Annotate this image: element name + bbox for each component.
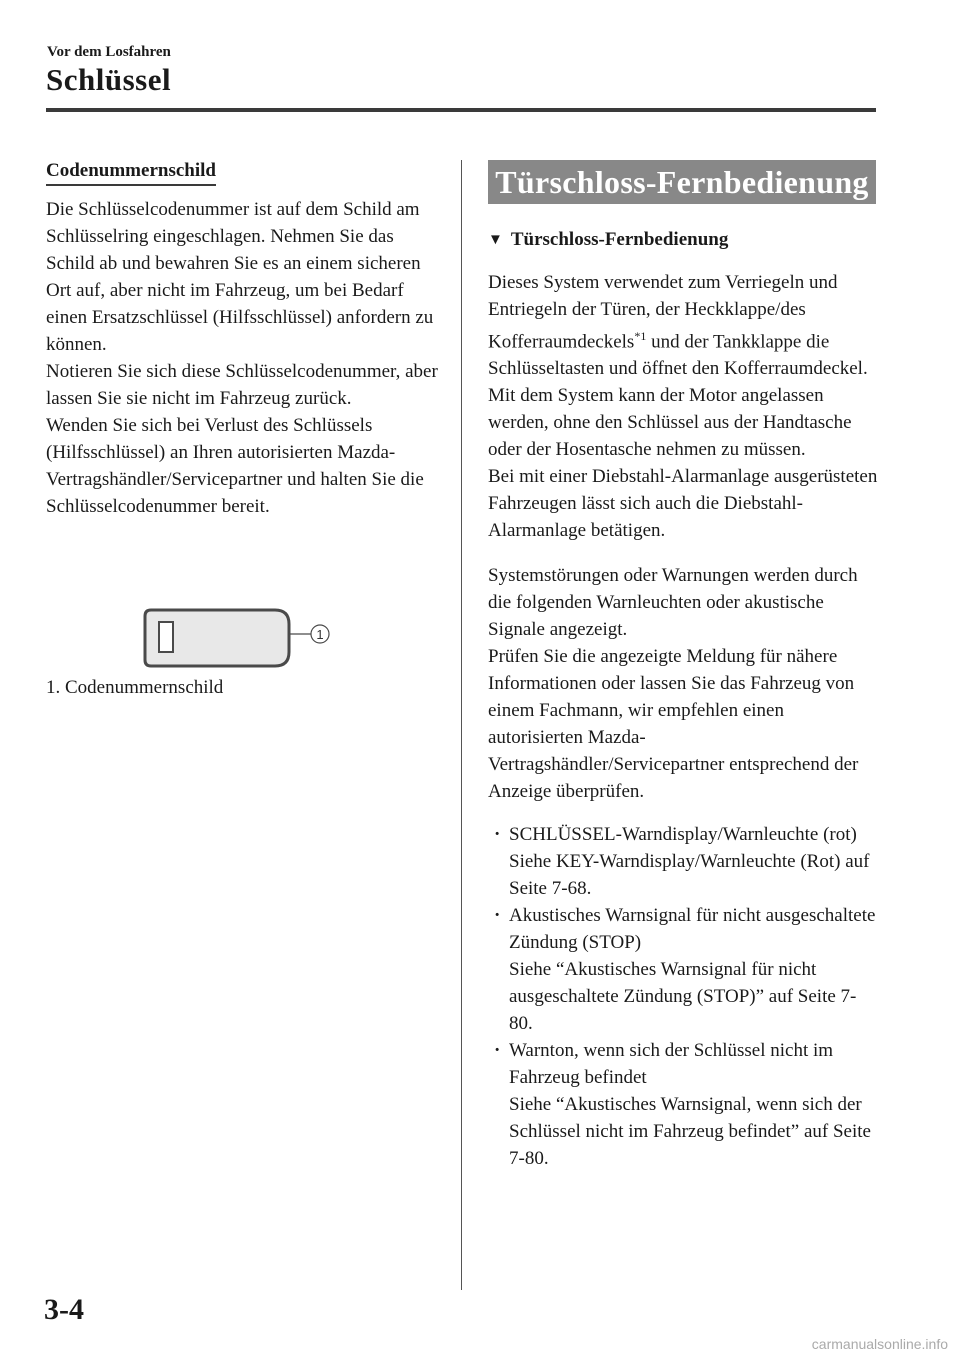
footnote-marker: *1 (634, 329, 647, 343)
key-ring-hole (159, 622, 173, 652)
callout-number: 1 (316, 627, 324, 642)
bullet-icon: · (494, 1040, 501, 1062)
warning-paragraph (488, 562, 878, 805)
header-divider (46, 108, 876, 112)
page-number: 3-4 (44, 1293, 84, 1326)
bullet-icon: · (494, 905, 501, 927)
list-item (488, 821, 878, 902)
column-divider (461, 160, 462, 1290)
code-plate-illustration (143, 606, 343, 670)
list-item-title: Warnton, wenn sich der Schlüssel nicht im Fahrzeug befindet (509, 1040, 834, 1089)
figure-caption: 1. Codenummernschild (46, 677, 224, 698)
paragraph: Die Schlüsselcodenummer ist auf dem Schild am Schlüsselring eingeschlagen. Nehmen Sie das Schild ab und bewahren Sie es an einem sicheren Ort auf, aber nicht im Fahrzeug, um bei Bedarf einen Ersatzschlüssel (Hilfsschlüssel) anfordern zu können. (46, 199, 434, 355)
paragraph: Notieren Sie sich diese Schlüsselcodenummer, aber lassen Sie sie nicht im Fahrzeug zurück. (46, 361, 438, 409)
right-column (488, 160, 878, 1172)
section-heading-text: Türschloss-Fernbedienung (510, 229, 729, 250)
code-plate-heading: Codenummernschild (46, 160, 216, 186)
intro-line: Bei mit einer Diebstahl-Alarmanlage ausgerüsteten Fahrzeugen lässt sich auch die Diebstahl-Alarmanlage betätigen. (488, 466, 878, 542)
intro-paragraph (488, 269, 878, 544)
list-item-reference: Siehe KEY-Warndisplay/Warnleuchte (Rot) auf Seite 7-68. (509, 851, 870, 900)
code-plate-body (46, 196, 446, 520)
intro-text: Dieses System verwendet zum Verriegeln und Entriegeln der Türen, der Heckklappe/des Kofferraumdeckels (488, 272, 838, 353)
left-column (46, 160, 446, 520)
warning-line: Prüfen Sie die angezeigte Meldung für nähere Informationen oder lassen Sie das Fahrzeug von einem Fachmann, wir empfehlen einen autorisierten Mazda-Vertragshändler/Servicepartner entsprechend der Anzeige überprüfen. (488, 646, 859, 803)
list-item (488, 1037, 878, 1172)
triangle-down-icon: ▼ (488, 231, 503, 248)
paragraph: Wenden Sie sich bei Verlust des Schlüssels (Hilfsschlüssel) an Ihren autorisierten Mazda-Vertragshändler/Servicepartner und halten Sie die Schlüsselcodenummer bereit. (46, 415, 424, 517)
watermark: carmanualsonline.info (811, 1336, 948, 1352)
page-title: Schlüssel (46, 62, 172, 97)
bullet-icon: · (494, 824, 501, 846)
list-item-title: Akustisches Warnsignal für nicht ausgeschaltete Zündung (STOP) (509, 905, 876, 954)
list-item-reference: Siehe “Akustisches Warnsignal für nicht ausgeschaltete Zündung (STOP)” auf Seite 7-80. (509, 959, 857, 1035)
section-label: Vor dem Losfahren (47, 44, 171, 60)
warning-list (488, 821, 878, 1172)
list-item-reference: Siehe “Akustisches Warnsignal, wenn sich der Schlüssel nicht im Fahrzeug befindet” auf Seite 7-80. (509, 1094, 871, 1170)
intro-line: Mit dem System kann der Motor angelassen werden, ohne den Schlüssel aus der Handtasche oder der Hosentasche nehmen zu müssen. (488, 385, 852, 461)
section-banner: Türschloss-Fernbedienung (488, 160, 876, 204)
intro-text-cont: und der Tankklappe die Schlüsseltasten und öffnet den Kofferraumdeckel. (488, 331, 868, 380)
section-heading (488, 229, 878, 251)
list-item (488, 902, 878, 1037)
list-item-title: SCHLÜSSEL-Warndisplay/Warnleuchte (rot) (509, 824, 857, 846)
warning-line: Systemstörungen oder Warnungen werden durch die folgenden Warnleuchten oder akustische Signale angezeigt. (488, 565, 858, 641)
